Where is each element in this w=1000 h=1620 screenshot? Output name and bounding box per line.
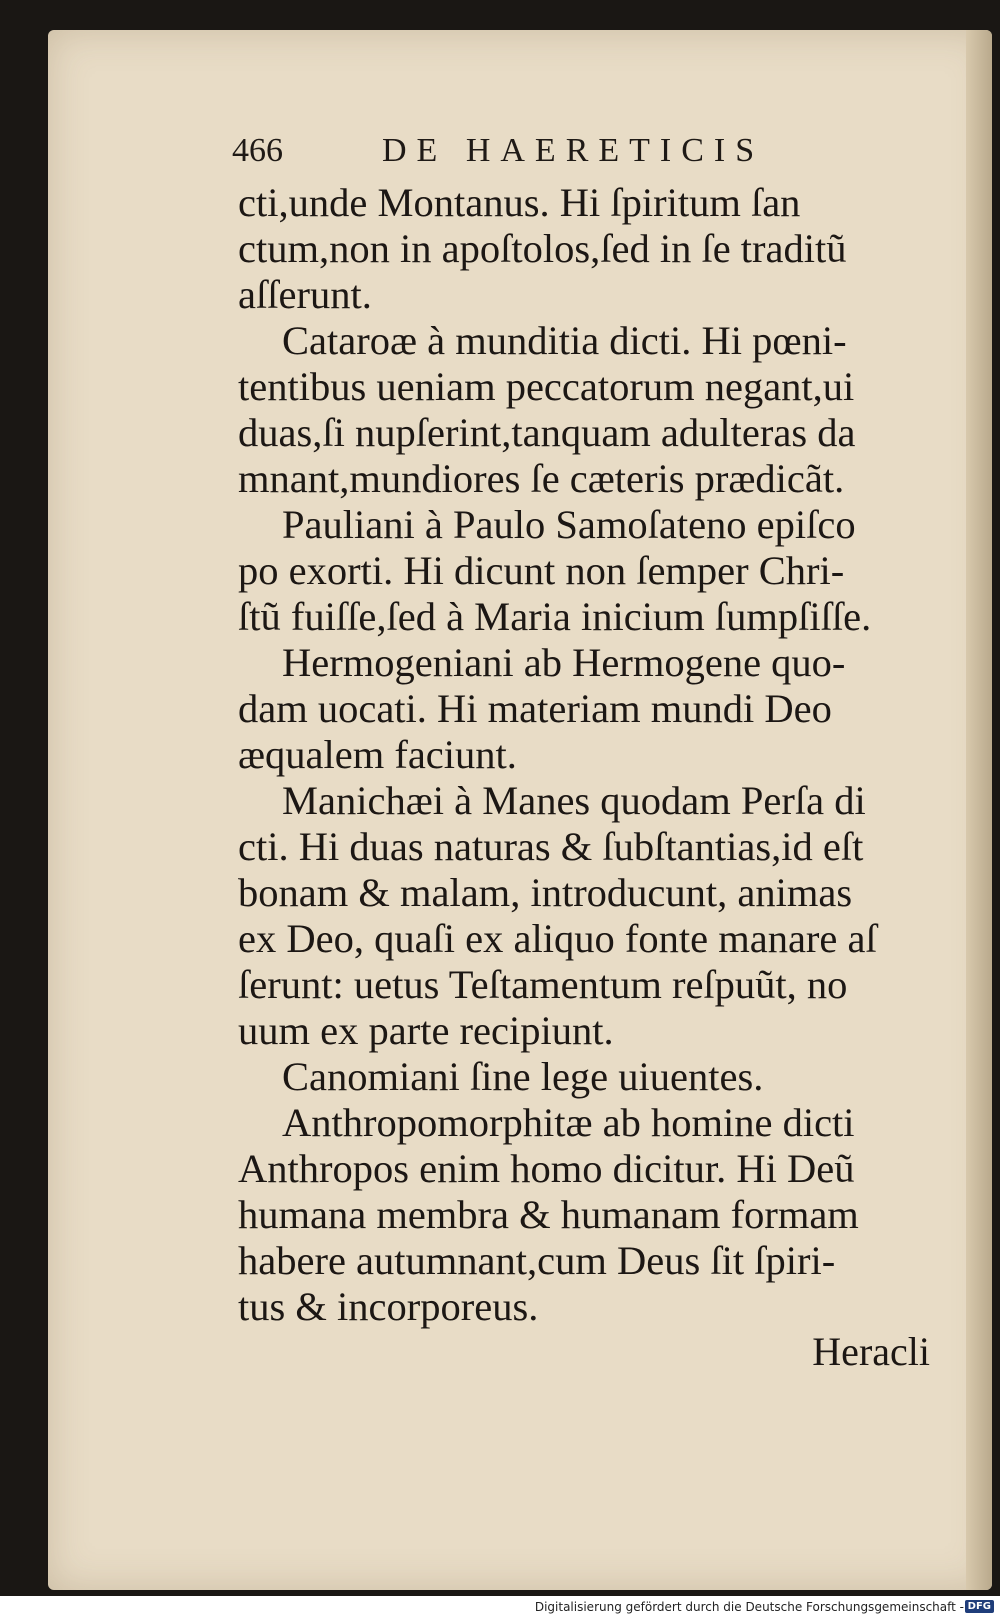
text-line: po exorti. Hi dicunt non ſemper Chri-: [238, 548, 845, 593]
text-line: ſtũ fuiſſe,ſed à Maria inicium ſumpſiſſe.: [238, 594, 872, 639]
text-line: ex Deo, quaſi ex aliquo fonte manare aſ: [238, 916, 877, 961]
text-line: humana membra & humanam formam: [238, 1192, 859, 1237]
text-line: duas,ſi nupſerint,tanquam adulteras da: [238, 410, 856, 455]
page-number: 466: [232, 132, 283, 169]
body-text: [238, 180, 930, 1330]
text-line: habere autumnant,cum Deus ſit ſpiri-: [238, 1238, 836, 1283]
text-line: Anthropos enim homo dicitur. Hi Deũ: [238, 1146, 855, 1191]
text-line: Canomiani ſine lege uiuentes.: [282, 1054, 764, 1099]
text-line: ctum,non in apoſtolos,ſed in ſe traditũ: [238, 226, 847, 271]
text-line: aſſerunt.: [238, 272, 372, 317]
catchword: Heracli: [812, 1329, 930, 1374]
running-head: DE HAERETICIS: [382, 132, 765, 169]
page-header: [232, 132, 932, 182]
text-line: Hermogeniani ab Hermogene quo-: [282, 640, 846, 685]
text-line: dam uocati. Hi materiam mundi Deo: [238, 686, 832, 731]
text-line: tus & incorporeus.: [238, 1284, 539, 1329]
text-line: cti. Hi duas naturas & ſubſtantias,id eſt: [238, 824, 864, 869]
footer-credit: Digitalisierung gefördert durch die Deutsche Forschungsgemeinschaft -: [534, 1600, 964, 1614]
footer: [0, 1596, 1000, 1620]
text-line: Cataroæ à munditia dicti. Hi pœni-: [282, 318, 847, 363]
text-line: æqualem faciunt.: [238, 732, 517, 777]
text-line: uum ex parte recipiunt.: [238, 1008, 614, 1053]
text-line: mnant,mundiores ſe cæteris prædicãt.: [238, 456, 845, 501]
text-line: Manichæi à Manes quodam Perſa di: [282, 778, 866, 823]
page-edge: [966, 30, 992, 1590]
text-line: tentibus ueniam peccatorum negant,ui: [238, 364, 855, 409]
text-line: Anthropomorphitæ ab homine dicti: [282, 1100, 855, 1145]
text-line: bonam & malam, introducunt, animas: [238, 870, 853, 915]
dfg-logo: DFG: [965, 1600, 994, 1613]
text-line: Pauliani à Paulo Samoſateno epiſco: [282, 502, 856, 547]
text-line: ſerunt: uetus Teſtamentum reſpuũt, no: [238, 962, 848, 1007]
text-line: cti,unde Montanus. Hi ſpiritum ſan: [238, 180, 801, 225]
